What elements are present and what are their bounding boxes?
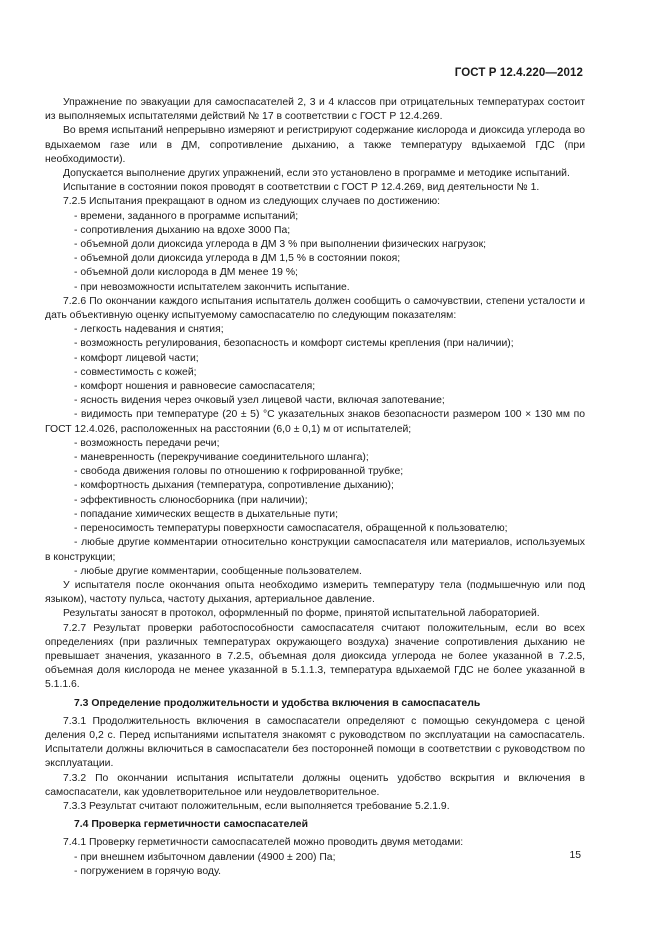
list-item: - попадание химических веществ в дыхательные пути; xyxy=(74,508,338,520)
list-item: - легкость надевания и снятия; xyxy=(74,324,224,336)
paragraph: 7.4.1 Проверку герметичности самоспасателей можно проводить двумя методами: xyxy=(63,837,464,849)
paragraph: 7.2.5 Испытания прекращают в одном из следующих случаев по достижению: xyxy=(63,196,441,208)
list-item: - комфортность дыхания (температура, сопротивление дыханию); xyxy=(74,480,394,492)
section-heading: 7.3 Определение продолжительности и удобства включения в самоспасатель xyxy=(74,697,481,709)
list-item: - эффективность слюносборника (при наличии); xyxy=(74,494,308,506)
list-item: - объемной доли диоксида углерода в ДМ 1,5 % в состоянии покоя; xyxy=(74,253,401,265)
list-item: - совместимость с кожей; xyxy=(74,366,197,378)
paragraph: 7.3.1 Продолжительность включения в самоспасатели определяют с помощью секундомера с ценой деления 0,2 с. Перед испытаниями испытателя знакомят с руководством по эксплуатации на самоспасатель. Испытатели должны включиться в самоспасатели без посторонней помощи в соответствии с руководством по эксплуатации. xyxy=(45,715,585,770)
list-item: - комфорт лицевой части; xyxy=(74,352,199,364)
paragraph: Результаты заносят в протокол, оформленный по форме, принятой испытательной лабораторией. xyxy=(63,608,540,620)
paragraph: Допускается выполнение других упражнений, если это установлено в программе и методике испытаний. xyxy=(63,168,570,180)
paragraph: Во время испытаний непрерывно измеряют и регистрируют содержание кислорода и диоксида углерода во вдыхаемом газе или в ДМ, сопротивление дыханию, а также температуру вдыхаемой ГДС (при необходимости). xyxy=(45,125,585,165)
list-item: - объемной доли диоксида углерода в ДМ 3 % при выполнении физических нагрузок; xyxy=(74,239,487,251)
list-item: - маневренность (перекручивание соединительного шланга); xyxy=(74,452,369,464)
paragraph: 7.2.7 Результат проверки работоспособности самоспасателя считают положительным, если во всех определениях (при различных температурах окружающего воздуха) значение сопротивления дыханию не превышает значения, указанного в 7.2.5, объемная доля диоксида углерода не более указанной в 7.2.5, объемная доля кислорода не менее указанной в 5.1.1.3, температура вдыхаемой ГДС не более указанной в 5.1.1.6. xyxy=(45,622,585,691)
list-item: - объемной доли кислорода в ДМ менее 19 %; xyxy=(74,267,298,279)
list-item: - погружением в горячую воду. xyxy=(74,865,221,877)
list-item: - видимость при температуре (20 ± 5) °С указательных знаков безопасности размером 100 × 130 мм по ГОСТ 12.4.026, расположенных на расстоянии (6,0 ± 0,1) м от испытателей; xyxy=(45,409,585,435)
paragraph: 7.3.3 Результат считают положительным, если выполняется требование 5.2.1.9. xyxy=(63,800,450,812)
list-item: - комфорт ношения и равновесие самоспасателя; xyxy=(74,381,316,393)
list-item: - возможность регулирования, безопасность и комфорт системы крепления (при наличии); xyxy=(74,338,514,350)
list-item: - времени, заданного в программе испытаний; xyxy=(74,210,299,222)
document-header: ГОСТ Р 12.4.220—2012 xyxy=(454,67,583,79)
list-item: - любые другие комментарии, сообщенные пользователем. xyxy=(74,565,362,577)
list-item: - при внешнем избыточном давлении (4900 ± 200) Па; xyxy=(74,851,336,863)
paragraph: Испытание в состоянии покоя проводят в соответствии с ГОСТ Р 12.4.269, вид деятельности № 1. xyxy=(63,182,540,194)
section-heading: 7.4 Проверка герметичности самоспасателей xyxy=(74,819,308,831)
list-item: - ясность видения через очковый узел лицевой части, включая запотевание; xyxy=(74,395,445,407)
list-item: - свобода движения головы по отношению к гофрированной трубке; xyxy=(74,466,404,478)
list-item: - сопротивления дыханию на вдохе 3000 Па; xyxy=(74,224,291,236)
paragraph: 7.3.2 По окончании испытания испытатели должны оценить удобство вскрытия и включения в самоспасатели, как удовлетворительное или неудовлетворительное. xyxy=(45,772,585,798)
document-body xyxy=(45,96,585,879)
list-item: - переносимость температуры поверхности самоспасателя, обращенной к пользователю; xyxy=(74,523,508,535)
paragraph: У испытателя после окончания опыта необходимо измерить температуру тела (подмышечную или под языком), частоту пульса, частоту дыхания, артериальное давление. xyxy=(45,579,585,606)
list-item: - возможность передачи речи; xyxy=(74,437,220,449)
list-item: - любые другие комментарии относительно конструкции самоспасателя или материалов, используемых в конструкции; xyxy=(45,537,585,563)
paragraph: Упражнение по эвакуации для самоспасателей 2, 3 и 4 классов при отрицательных температурах состоит из выполняемых испытателями действий № 17 в соответствии с ГОСТ Р 12.4.269. xyxy=(45,97,585,123)
paragraph: 7.2.6 По окончании каждого испытания испытатель должен сообщить о самочувствии, степени усталости и дать объективную оценку испытуемому самоспасателю по следующим показателям: xyxy=(45,295,585,322)
page-number: 15 xyxy=(569,850,581,861)
list-item: - при невозможности испытателем закончить испытание. xyxy=(74,281,350,293)
